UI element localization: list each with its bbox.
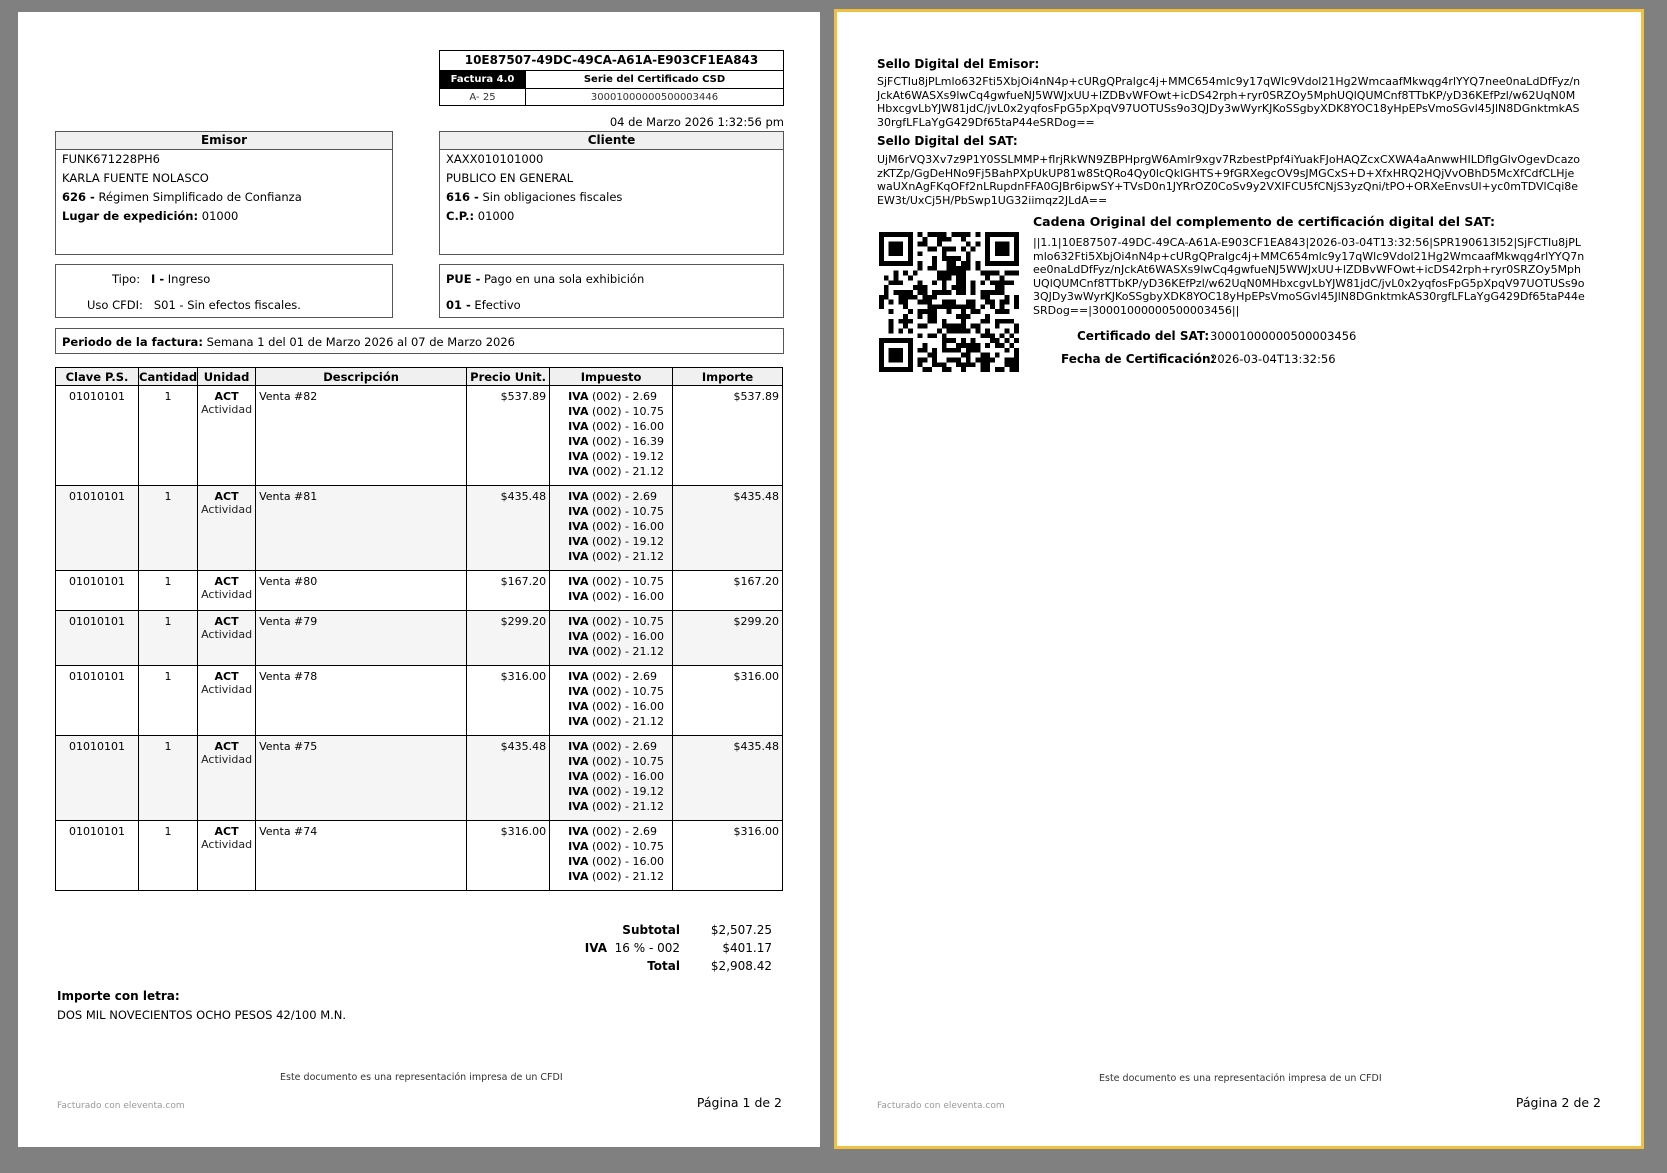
cell-cantidad: 1 xyxy=(139,821,198,891)
cell-importe: $299.20 xyxy=(673,611,783,666)
table-row xyxy=(56,486,783,571)
tax-line: IVA (002) - 19.12 xyxy=(568,785,665,798)
importe-letra-value: DOS MIL NOVECIENTOS OCHO PESOS 42/100 M.N. xyxy=(57,1008,347,1022)
cert-sat-value: 30001000000500003456 xyxy=(1210,329,1357,343)
cell-clave: 01010101 xyxy=(56,386,139,486)
cell-descripcion: Venta #75 xyxy=(256,736,467,821)
page-number-2: Página 2 de 2 xyxy=(1515,1095,1601,1110)
cert-label: Serie del Certificado CSD xyxy=(525,71,783,88)
cell-descripcion: Venta #79 xyxy=(256,611,467,666)
col-unidad: Unidad xyxy=(198,368,256,386)
tipo-line: Tipo: I - Ingreso xyxy=(112,272,211,286)
qr-code-icon xyxy=(879,232,1019,372)
tax-line: IVA (002) - 19.12 xyxy=(568,450,665,463)
col-cantidad: Cantidad xyxy=(139,369,198,384)
emisor-header: Emisor xyxy=(56,132,392,150)
cell-cantidad: 1 xyxy=(139,386,198,486)
cliente-header: Cliente xyxy=(440,132,783,150)
footer-brand-2: Facturado con eleventa.com xyxy=(877,1101,1005,1111)
cell-clave: 01010101 xyxy=(56,611,139,666)
tax-line: IVA (002) - 16.00 xyxy=(568,420,665,433)
col-precio: Precio Unit. xyxy=(467,368,550,386)
sello-emisor-value: SjFCTIu8jPLmlo632Fti5XbjOi4nN4p+cURgQPralgc4j+MMC654mlc9y17qWlc9Vdol21Hg2WmcaafMkwqg4rlYYQ7nee0naLdDfFyz/nJckAt6WASXs9lwCq4gwfueNJ5WWJxUU+lZDBvWFOwt+icDS42rph+ryr0SRZOy5MphUQlQUMCnf8TTbKP/yD36KEfPzl/w62UqN0MHbxcgvLbYJW81jdC/jvL0x2yqfosFpG5pXpqV97UOTUSs9o3QJDy3wWyrKJKoSSgbyXDK8YOC18yHpEPsVmoSGvl45JlN8DGnktmkAS30rgfLFLaYgG429Df65taP44eSRDog== xyxy=(877,75,1581,129)
tax-line: IVA (002) - 10.75 xyxy=(568,685,665,698)
subtotal-label: Subtotal xyxy=(622,923,680,937)
cell-descripcion: Venta #78 xyxy=(256,666,467,736)
iva-total-value: $401.17 xyxy=(722,941,772,955)
cell-unidad: ACT Actividad xyxy=(198,821,256,891)
emisor-box xyxy=(55,131,393,255)
cell-clave: 01010101 xyxy=(56,486,139,571)
table-row xyxy=(56,736,783,821)
tipo-box xyxy=(55,264,393,318)
sello-sat-value: UjM6rVQ3Xv7z9P1Y0SSLMMP+flrjRkWN9ZBPHprgW6Amlr9xgv7RzbestPpf4iYuakFJoHAQZcxCXWA4aAnwwHILDflgGlvOgevDcazozKTZp/GgDeHNo9Fj5BahPXpUkUP81w8StQRo4Qy0lcQklGHTS+9fGRXegcOV9sJMGCxS+D+XfxHRQ2HQjVvOBhD5McXfCdfCLHjewaUXnAgFKqOFf2nLRupdnFFA0GJBr6ipwSY+TVsD0n1JYRrOZ0CoSv9y2VXIFCU5fCNjS3yzQni/tPO+ORXeEnvsUl+yc0mTDVlCqi8eEW3t/UxCj5H/PbSwp1UG32iimqz2JLdA== xyxy=(877,153,1580,207)
tax-line: IVA (002) - 21.12 xyxy=(568,465,665,478)
cell-unidad: ACT Actividad xyxy=(198,736,256,821)
table-row xyxy=(56,666,783,736)
col-descripcion: Descripción xyxy=(256,368,467,386)
invoice-uuid: 10E87507-49DC-49CA-A61A-E903CF1EA843 xyxy=(440,51,783,71)
page-number: Página 1 de 2 xyxy=(696,1095,782,1110)
cell-impuesto xyxy=(550,386,673,486)
sello-emisor-label: Sello Digital del Emisor: xyxy=(877,57,1040,71)
cell-impuesto xyxy=(550,571,673,611)
cell-descripcion: Venta #80 xyxy=(256,571,467,611)
cliente-name: PUBLICO EN GENERAL xyxy=(446,171,574,185)
table-row xyxy=(56,821,783,891)
cell-descripcion: Venta #74 xyxy=(256,821,467,891)
tax-line: IVA (002) - 19.12 xyxy=(568,535,665,548)
col-importe: Importe xyxy=(673,368,783,386)
cell-impuesto xyxy=(550,486,673,571)
cell-descripcion: Venta #81 xyxy=(256,486,467,571)
cell-cantidad: 1 xyxy=(139,666,198,736)
cliente-cp: C.P.: 01000 xyxy=(446,209,515,223)
tax-line: IVA (002) - 10.75 xyxy=(568,575,665,588)
cell-clave: 01010101 xyxy=(56,736,139,821)
sello-sat-label: Sello Digital del SAT: xyxy=(877,134,1018,148)
cell-descripcion: Venta #82 xyxy=(256,386,467,486)
table-row xyxy=(56,386,783,486)
importe-letra-label: Importe con letra: xyxy=(57,989,180,1003)
metodo-pago: PUE - Pago en una sola exhibición xyxy=(446,272,645,286)
cell-impuesto xyxy=(550,736,673,821)
cell-cantidad: 1 xyxy=(139,571,198,611)
cell-cantidad: 1 xyxy=(139,736,198,821)
tax-line: IVA (002) - 16.00 xyxy=(568,630,665,643)
fecha-cert-value: 2026-03-04T13:32:56 xyxy=(1210,352,1336,366)
cell-importe: $435.48 xyxy=(673,736,783,821)
items-table xyxy=(55,367,783,891)
table-row xyxy=(56,611,783,666)
cell-impuesto xyxy=(550,666,673,736)
cert-sat-label: Certificado del SAT: xyxy=(1077,329,1210,343)
tax-line: IVA (002) - 2.69 xyxy=(568,670,658,683)
cert-number: 30001000000500003446 xyxy=(525,89,783,106)
invoice-page-2 xyxy=(834,9,1644,1149)
tax-line: IVA (002) - 10.75 xyxy=(568,755,665,768)
uso-cfdi-line: Uso CFDI: S01 - Sin efectos fiscales. xyxy=(87,298,301,312)
tax-line: IVA (002) - 16.00 xyxy=(568,855,665,868)
emisor-name: KARLA FUENTE NOLASCO xyxy=(62,171,209,185)
periodo-box xyxy=(55,328,784,354)
invoice-page-1 xyxy=(18,12,820,1147)
cliente-box xyxy=(439,131,784,255)
col-clave: Clave P.S. xyxy=(56,368,139,386)
cliente-rfc: XAXX010101000 xyxy=(446,152,544,166)
tax-line: IVA (002) - 21.12 xyxy=(568,715,665,728)
invoice-header-box xyxy=(439,50,784,106)
invoice-date: 04 de Marzo 2026 1:32:56 pm xyxy=(609,115,784,129)
tax-line: IVA (002) - 2.69 xyxy=(568,390,658,403)
cadena-value: ||1.1|10E87507-49DC-49CA-A61A-E903CF1EA843|2026-03-04T13:32:56|SPR190613I52|SjFCTIu8jPLmlo632Fti5XbjOi4nN4p+cURgQPralgc4j+MMC654mlc9y17qWlc9Vdol21Hg2WmcaafMkwqg4rlYYQ7nee0naLdDfFyz/nJckAt6WASXs9lwCq4gwfueNJ5WWJxUU+lZDBvWFOwt+icDS42rph+ryr0SRZOy5MphUQlQUMCnf8TTbKP/yD36KEfPzl/w62UqN0MHbxcgvLbYJW81jdC/jvL0x2yqfosFpG5pXpqV97UOTUSs9o3QJDy3wWyrKJKoSSgbyXDK8YOC18yHpEPsVmoSGvl45JlN8DGnktmkAS30rgfLFLaYgG429Df65taP44eSRDog==|30001000000500003456|| xyxy=(1033,236,1585,317)
tax-line: IVA (002) - 10.75 xyxy=(568,840,665,853)
tax-line: IVA (002) - 21.12 xyxy=(568,645,665,658)
tax-line: IVA (002) - 2.69 xyxy=(568,740,658,753)
forma-pago: 01 - Efectivo xyxy=(446,298,521,312)
emisor-rfc: FUNK671228PH6 xyxy=(62,152,160,166)
cell-clave: 01010101 xyxy=(56,571,139,611)
cell-precio: $299.20 xyxy=(467,611,550,666)
emisor-lugar: Lugar de expedición: 01000 xyxy=(62,209,239,223)
tax-line: IVA (002) - 16.00 xyxy=(568,520,665,533)
tax-line: IVA (002) - 21.12 xyxy=(568,550,665,563)
cell-importe: $537.89 xyxy=(673,386,783,486)
items-header-row xyxy=(56,368,783,386)
tax-line: IVA (002) - 16.39 xyxy=(568,435,665,448)
periodo-line: Periodo de la factura: Semana 1 del 01 de Marzo 2026 al 07 de Marzo 2026 xyxy=(62,335,515,349)
cell-unidad: ACT Actividad xyxy=(198,486,256,571)
iva-total-label: IVA 16 % - 002 xyxy=(584,941,680,955)
total-label: Total xyxy=(647,959,680,973)
cell-unidad: ACT Actividad xyxy=(198,666,256,736)
cell-unidad: ACT Actividad xyxy=(198,611,256,666)
tax-line: IVA (002) - 16.00 xyxy=(568,590,665,603)
cell-importe: $435.48 xyxy=(673,486,783,571)
tax-line: IVA (002) - 10.75 xyxy=(568,505,665,518)
cell-precio: $435.48 xyxy=(467,736,550,821)
total-value: $2,908.42 xyxy=(710,959,772,973)
pago-box xyxy=(439,264,784,318)
cell-importe: $316.00 xyxy=(673,666,783,736)
cell-unidad: ACT Actividad xyxy=(198,571,256,611)
cell-cantidad: 1 xyxy=(139,611,198,666)
subtotal-value: $2,507.25 xyxy=(710,923,772,937)
footer-note: Este documento es una representación impresa de un CFDI xyxy=(280,1072,563,1083)
cell-clave: 01010101 xyxy=(56,821,139,891)
col-impuesto: Impuesto xyxy=(550,368,673,386)
tax-line: IVA (002) - 2.69 xyxy=(568,825,658,838)
cadena-label: Cadena Original del complemento de certificación digital del SAT: xyxy=(1033,214,1495,229)
tax-line: IVA (002) - 21.12 xyxy=(568,870,665,883)
cell-precio: $435.48 xyxy=(467,486,550,571)
cell-precio: $316.00 xyxy=(467,821,550,891)
cell-precio: $537.89 xyxy=(467,386,550,486)
tax-line: IVA (002) - 16.00 xyxy=(568,700,665,713)
tax-line: IVA (002) - 2.69 xyxy=(568,490,658,503)
tax-line: IVA (002) - 10.75 xyxy=(568,405,665,418)
cliente-regimen: 616 - Sin obligaciones fiscales xyxy=(446,190,623,204)
fecha-cert-label: Fecha de Certificación: xyxy=(1061,352,1216,366)
cell-precio: $167.20 xyxy=(467,571,550,611)
footer-brand: Facturado con eleventa.com xyxy=(57,1101,185,1111)
cell-impuesto xyxy=(550,821,673,891)
cell-importe: $316.00 xyxy=(673,821,783,891)
tax-line: IVA (002) - 21.12 xyxy=(568,800,665,813)
cell-unidad: ACT Actividad xyxy=(198,386,256,486)
cell-precio: $316.00 xyxy=(467,666,550,736)
cell-impuesto xyxy=(550,611,673,666)
cell-clave: 01010101 xyxy=(56,666,139,736)
cell-importe: $167.20 xyxy=(673,571,783,611)
tax-line: IVA (002) - 10.75 xyxy=(568,615,665,628)
invoice-series: A- 25 xyxy=(469,92,496,103)
tax-line: IVA (002) - 16.00 xyxy=(568,770,665,783)
emisor-regimen: 626 - Régimen Simplificado de Confianza xyxy=(62,190,302,204)
cell-cantidad: 1 xyxy=(139,486,198,571)
table-row xyxy=(56,571,783,611)
footer-note-2: Este documento es una representación impresa de un CFDI xyxy=(1099,1073,1382,1084)
invoice-type-label: Factura 4.0 xyxy=(440,71,525,88)
